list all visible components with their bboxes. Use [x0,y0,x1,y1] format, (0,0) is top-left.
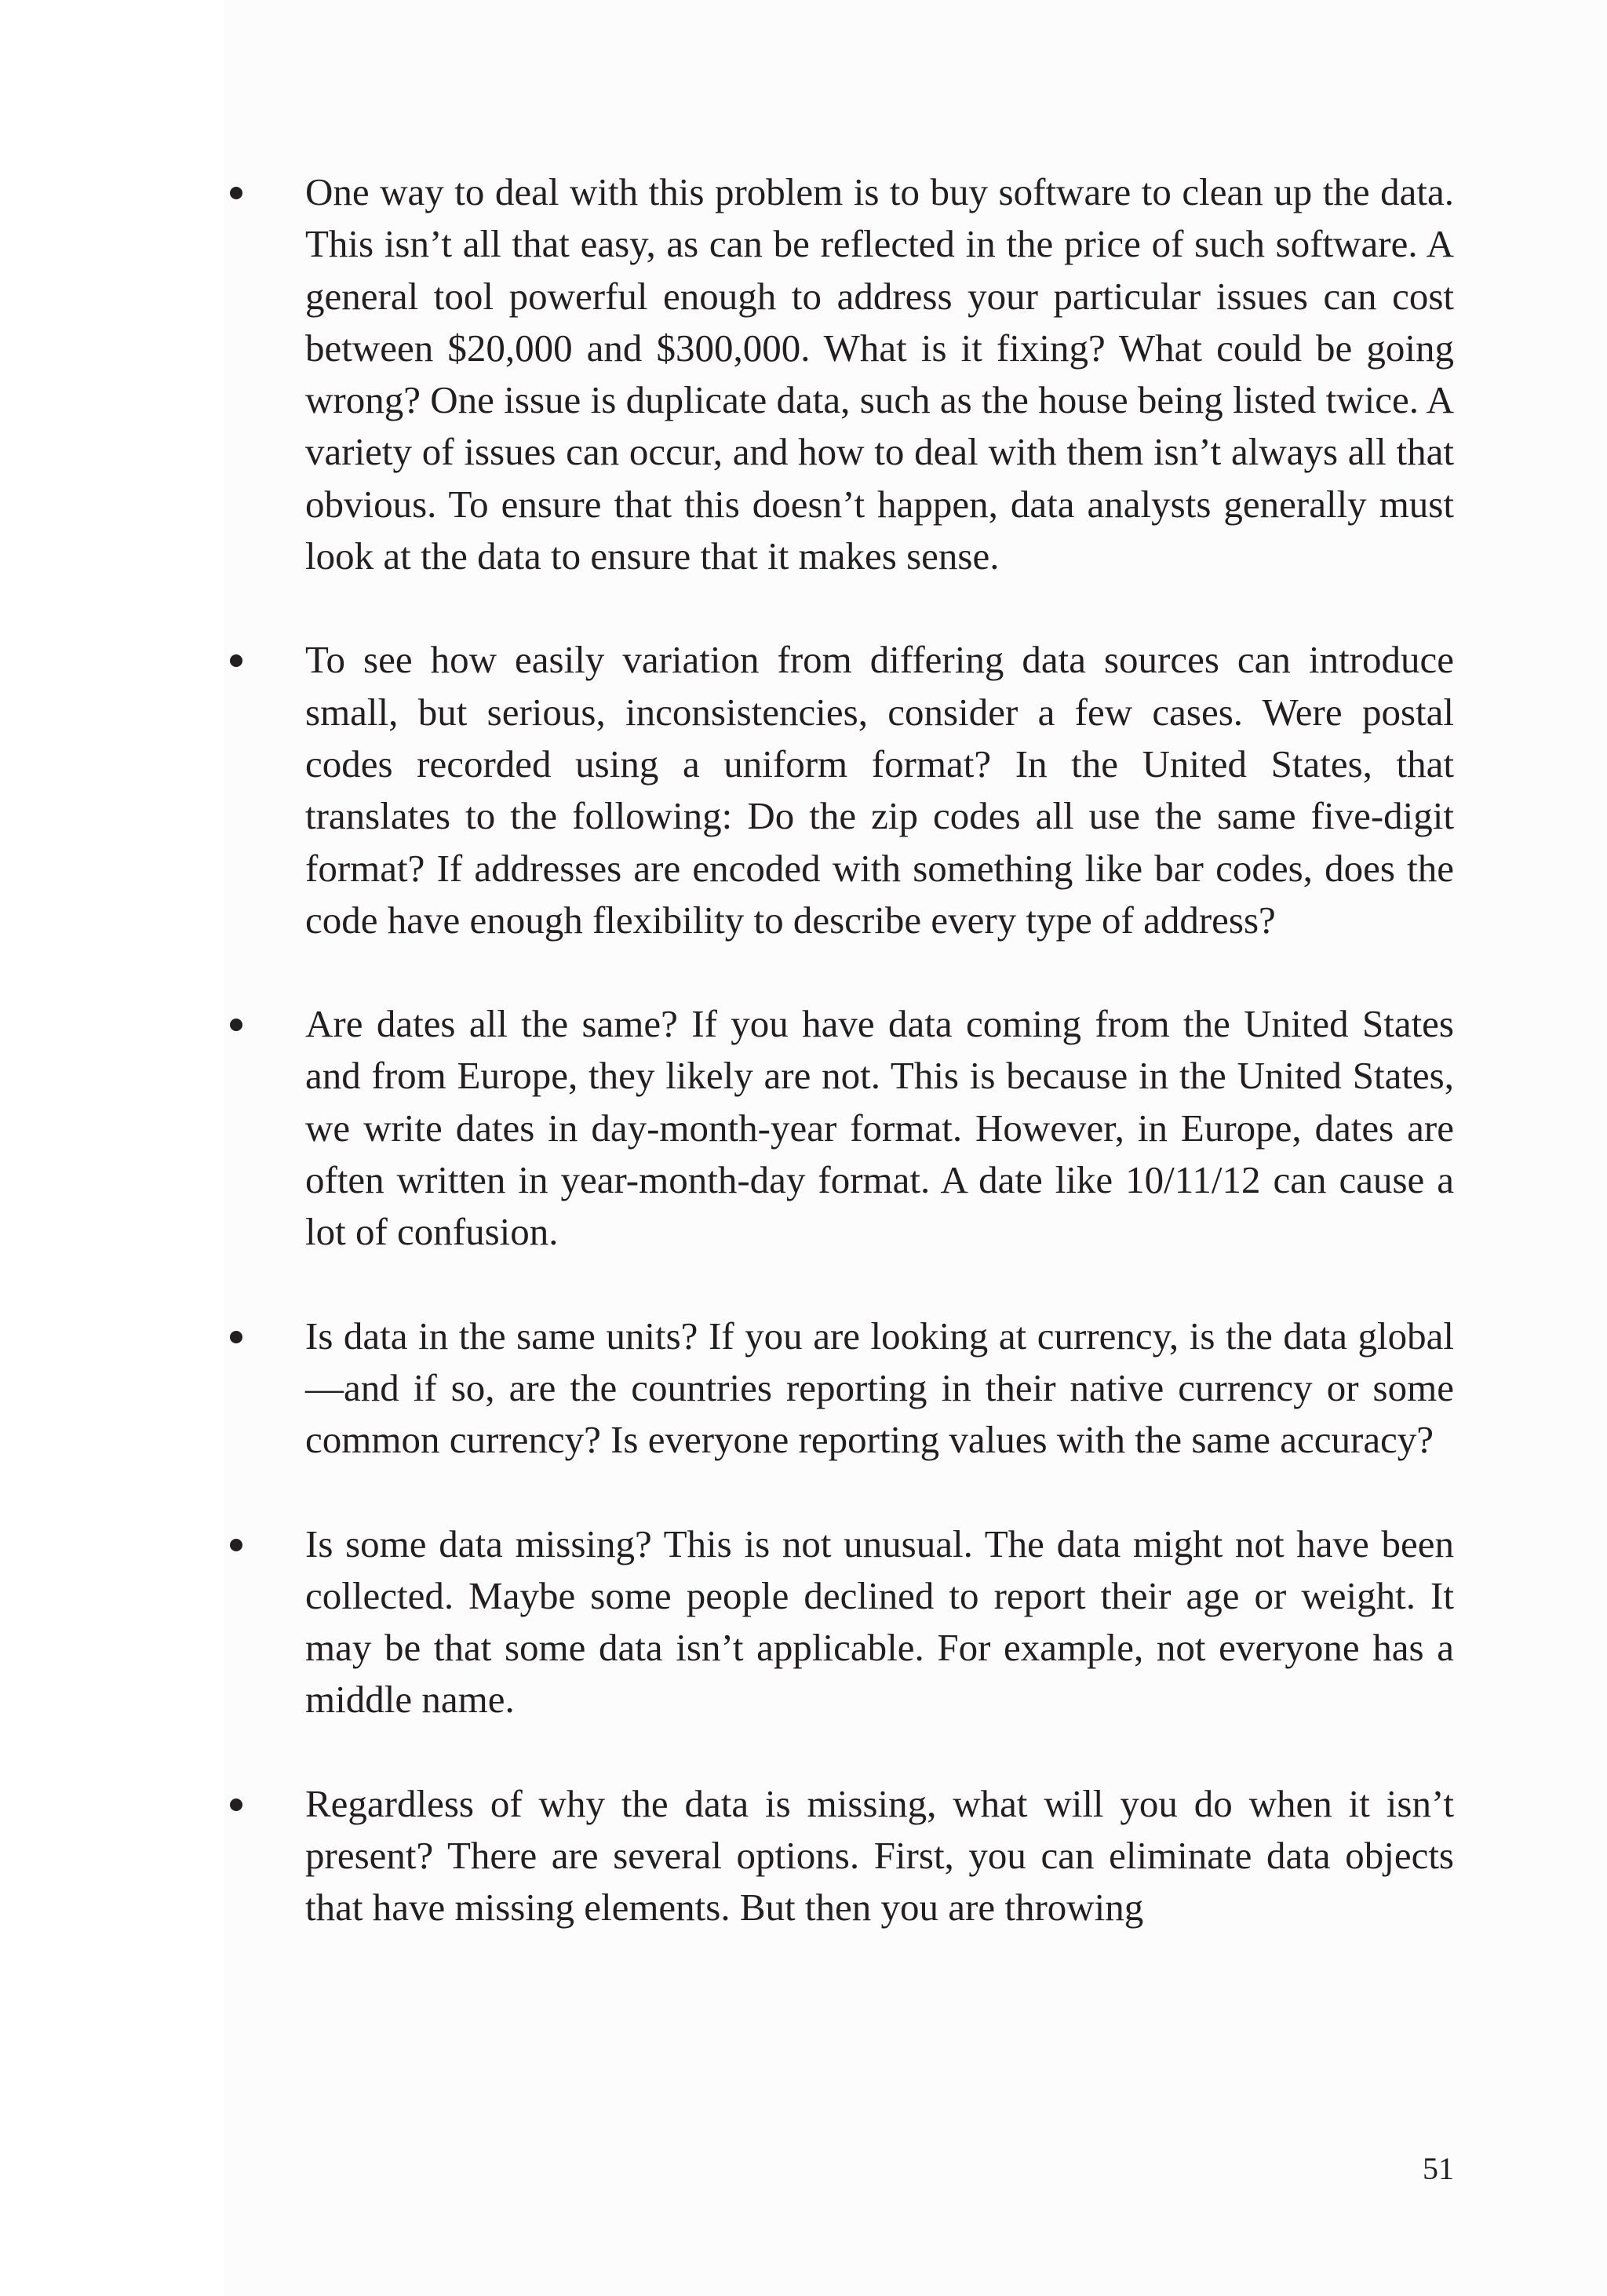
list-item-text: Regardless of why the data is missing, what will you do when it isn’t present? There are several options. First, you can eliminate data objects that have missing elements. But then you are throwing [305,1781,1454,1930]
list-item-text: Are dates all the same? If you have data coming from the United States and from Europe, they likely are not. This is because in the United States, we write dates in day-month-year format. However, in Europe, dates are often written in year-month-day format. A date like 10/11/12 can cause a lot of confusion. [305,1002,1454,1254]
list-item [224,1518,1454,1726]
list-item-text: To see how easily variation from differing data sources can introduce small, but serious, inconsistencies, consider a few cases. Were postal codes recorded using a uniform format? In the United States, that translates to the following: Do the zip codes all use the same five-digit format? If addresses are encoded with something like bar codes, does the code have enough flexibility to describe every type of address? [305,638,1454,942]
bullet-icon [230,1019,242,1031]
bullet-list [224,166,1454,1934]
list-item [224,1310,1454,1467]
bullet-icon [230,654,242,667]
list-item [224,166,1454,582]
list-item [224,998,1454,1258]
list-item-text: Is some data missing? This is not unusual. The data might not have been collected. Maybe some people declined to report their age or weight. It may be that some data isn’t applicable. For example, not everyone has a middle name. [305,1522,1454,1722]
list-item-text: Is data in the same units? If you are looking at currency, is the data global—and if so, are the countries reporting in their native currency or some common currency? Is everyone reporting values with the same accuracy? [305,1314,1454,1462]
page-number: 51 [1423,2151,1454,2186]
bullet-icon [230,1331,242,1343]
list-item-text: One way to deal with this problem is to buy software to clean up the data. This isn’t all that easy, as can be reflected in the price of such software. A general tool powerful enough to address your particular issues can cost between $20,000 and $300,000. What is it fixing? What could be going wrong? One issue is duplicate data, such as the house being listed twice. A variety of issues can occur, and how to deal with them isn’t always all that obvious. To ensure that this doesn’t happen, data analysts generally must look at the data to ensure that it makes sense. [305,170,1454,578]
page-content [224,166,1454,1986]
bullet-icon [230,1539,242,1551]
list-item [224,634,1454,946]
list-item [224,1778,1454,1934]
bullet-icon [230,187,242,199]
bullet-icon [230,1799,242,1811]
